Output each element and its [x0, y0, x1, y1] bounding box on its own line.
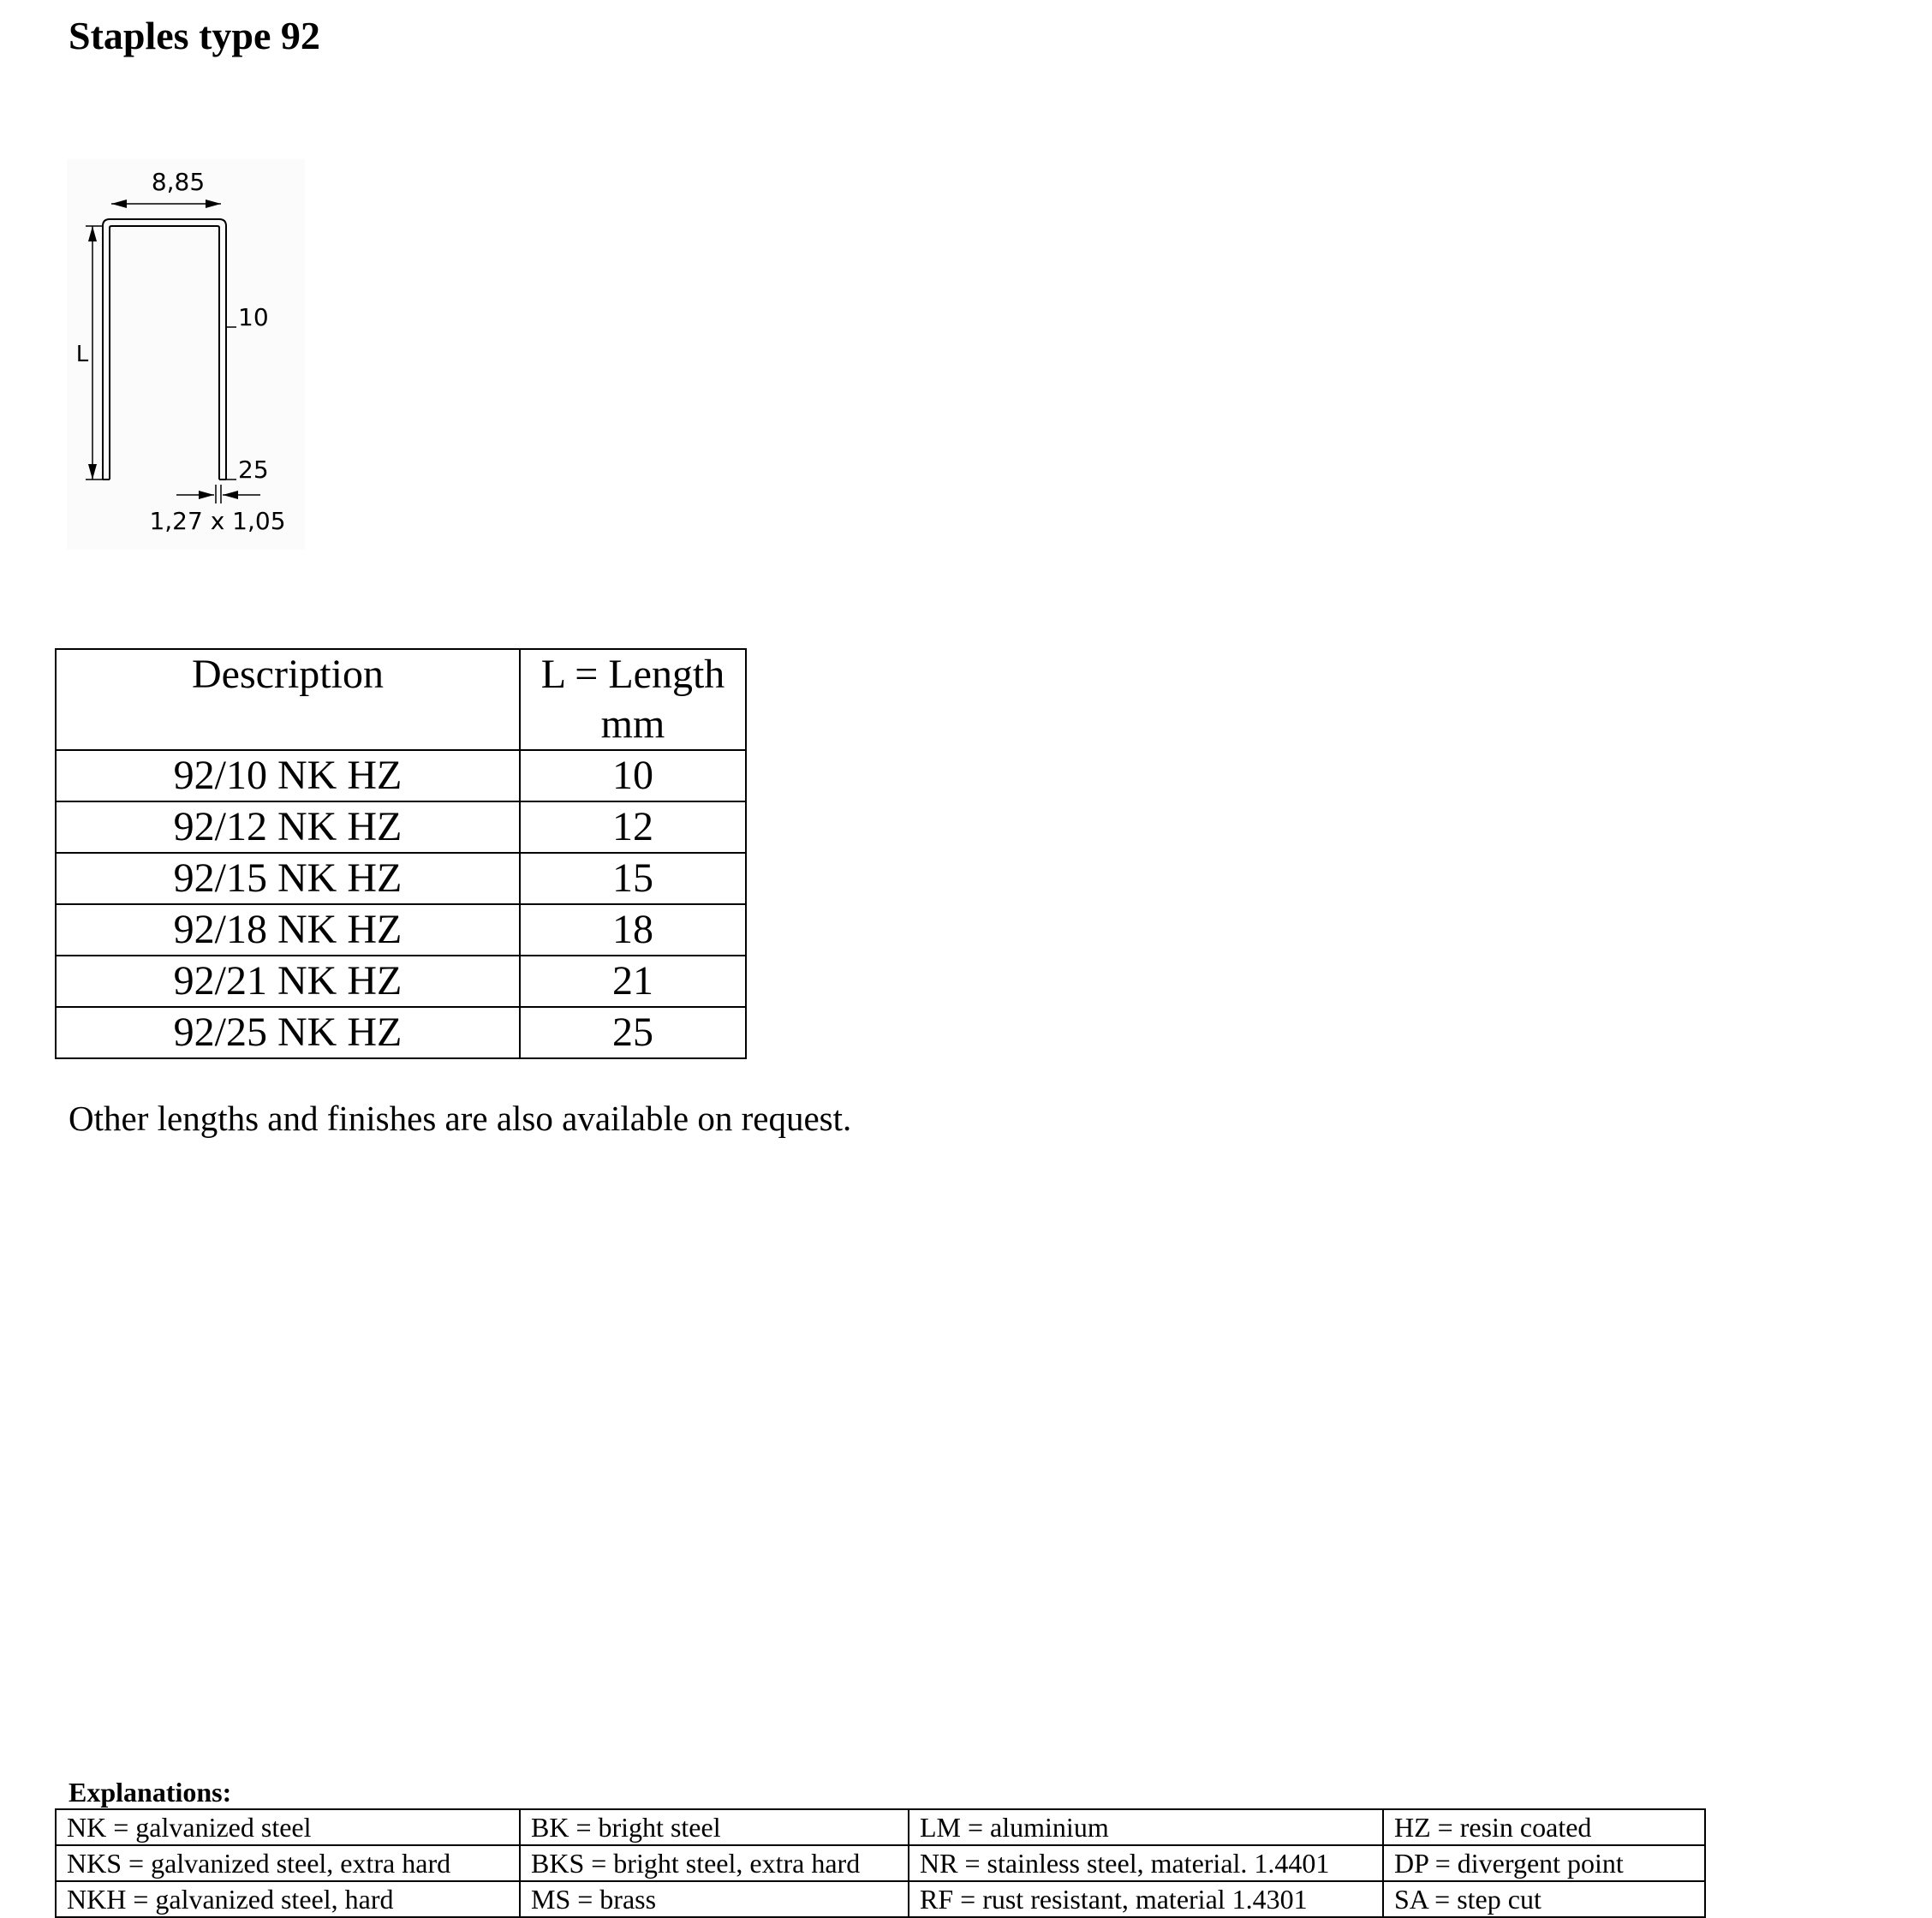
- explanation-cell: LM = aluminium: [909, 1809, 1383, 1845]
- explanation-cell: SA = step cut: [1383, 1881, 1705, 1917]
- row-description: 92/21 NK HZ: [56, 956, 520, 1007]
- explanation-cell: BKS = bright steel, extra hard: [520, 1845, 909, 1881]
- wire-arrow-left: [199, 491, 214, 499]
- explanation-row: [56, 1845, 1705, 1881]
- row-length: 12: [520, 801, 746, 853]
- explanation-row: [56, 1881, 1705, 1917]
- row-description: 92/10 NK HZ: [56, 750, 520, 801]
- staple-outer-outline: [103, 219, 226, 480]
- explanation-cell: NR = stainless steel, material. 1.4401: [909, 1845, 1383, 1881]
- product-table-header-row: [56, 649, 746, 750]
- row-length: 18: [520, 904, 746, 956]
- staple-dimension-diagram: [67, 159, 305, 550]
- crown-width-label: 8,85: [151, 168, 206, 196]
- explanation-cell: NKH = galvanized steel, hard: [56, 1881, 520, 1917]
- length-header-line2: mm: [600, 701, 665, 747]
- row-length: 15: [520, 853, 746, 904]
- table-row: [56, 801, 746, 853]
- explanations-heading: Explanations:: [69, 1777, 232, 1808]
- explanation-cell: NK = galvanized steel: [56, 1809, 520, 1845]
- table-row: [56, 1007, 746, 1058]
- crown-height-label: 10: [238, 303, 269, 331]
- crown-width-arrow-left: [111, 200, 127, 208]
- staple-drawing: [67, 159, 305, 550]
- row-description: 92/25 NK HZ: [56, 1007, 520, 1058]
- crown-width-arrow-right: [206, 200, 221, 208]
- row-description: 92/18 NK HZ: [56, 904, 520, 956]
- table-row: [56, 750, 746, 801]
- length-arrow-bottom: [88, 464, 97, 480]
- table-row: [56, 904, 746, 956]
- row-description: 92/15 NK HZ: [56, 853, 520, 904]
- row-length: 21: [520, 956, 746, 1007]
- availability-note: Other lengths and finishes are also available on request.: [69, 1099, 852, 1138]
- wire-arrow-right: [223, 491, 238, 499]
- wire-size-label: 1,27 x 1,05: [149, 507, 286, 535]
- length-header: [520, 649, 746, 750]
- length-label: L: [75, 342, 89, 367]
- staple-inner-outline: [110, 226, 219, 480]
- explanation-row: [56, 1809, 1705, 1845]
- length-header-line1: L = Length: [540, 652, 725, 697]
- row-length: 25: [520, 1007, 746, 1058]
- table-row: [56, 956, 746, 1007]
- explanation-cell: MS = brass: [520, 1881, 909, 1917]
- row-description: 92/12 NK HZ: [56, 801, 520, 853]
- length-arrow-top: [88, 226, 97, 241]
- leg-label: 25: [238, 456, 269, 484]
- explanations-table: [55, 1808, 1706, 1918]
- explanation-cell: DP = divergent point: [1383, 1845, 1705, 1881]
- explanation-cell: RF = rust resistant, material 1.4301: [909, 1881, 1383, 1917]
- explanation-cell: NKS = galvanized steel, extra hard: [56, 1845, 520, 1881]
- table-row: [56, 853, 746, 904]
- product-table: [55, 648, 747, 1059]
- explanation-cell: BK = bright steel: [520, 1809, 909, 1845]
- row-length: 10: [520, 750, 746, 801]
- page-title: Staples type 92: [69, 14, 320, 57]
- description-header: Description: [56, 649, 520, 750]
- explanation-cell: HZ = resin coated: [1383, 1809, 1705, 1845]
